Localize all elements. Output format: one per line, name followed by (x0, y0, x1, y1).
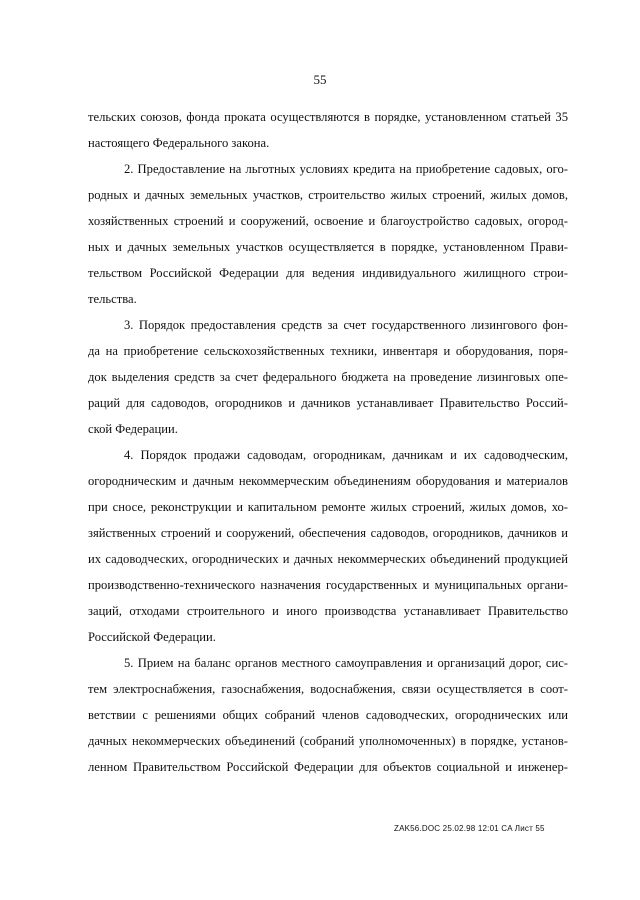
text-line: 3. Порядок предоставления средств за счет государственного лизингового фон- (124, 318, 568, 332)
paragraph-item-2 (88, 156, 568, 312)
text-line: ской Федерации. (88, 422, 178, 436)
text-line: хозяйственных строений и сооружений, освоение и благоустройство садовых, огород- (88, 214, 568, 228)
document-body (88, 104, 568, 780)
text-line: тельства. (88, 292, 137, 306)
text-line: родных и дачных земельных участков, строительство жилых строений, жилых домов, (88, 188, 568, 202)
paragraph-item-4 (88, 442, 568, 650)
text-line: ных и дачных земельных участков осуществляется в порядке, установленном Прави- (88, 240, 568, 254)
text-line: 4. Порядок продажи садоводам, огородникам, дачникам и их садоводческим, (124, 448, 568, 462)
text-line: 5. Прием на баланс органов местного самоуправления и организаций дорог, сис- (124, 656, 568, 670)
text-line: производственно-технического назначения государственных и муниципальных органи- (88, 578, 568, 592)
text-line: при сносе, реконструкции и капитальном ремонте жилых строений, жилых домов, хо- (88, 500, 568, 514)
text-line: огородническим и дачным некоммерческим объединениям оборудования и материалов (88, 474, 568, 488)
text-line: зяйственных строений и сооружений, обеспечения садоводов, огородников, дачников и (88, 526, 568, 540)
text-line: док выделения средств за счет федерального бюджета на проведение лизинговых опе- (88, 370, 568, 384)
document-footer: ZAK56.DOC 25.02.98 12:01 CA Лист 55 (394, 824, 545, 833)
text-line: дачных некоммерческих объединений (собраний уполномоченных) в порядке, установ- (88, 734, 568, 748)
text-line: Российской Федерации. (88, 630, 216, 644)
page-number: 55 (313, 72, 327, 87)
text-line: тельством Российской Федерации для ведения индивидуального жилищного строи- (88, 266, 568, 280)
text-line: тельских союзов, фонда проката осуществляются в порядке, установленном статьей 35 (88, 110, 568, 124)
text-line: тем электроснабжения, газоснабжения, водоснабжения, связи осуществляется в соот- (88, 682, 568, 696)
paragraph-continuation (88, 104, 568, 156)
paragraph-item-3 (88, 312, 568, 442)
text-line: да на приобретение сельскохозяйственных техники, инвентаря и оборудования, поря- (88, 344, 568, 358)
paragraph-item-5 (88, 650, 568, 780)
text-line: 2. Предоставление на льготных условиях кредита на приобретение садовых, ого- (124, 162, 568, 176)
text-line: раций для садоводов, огородников и дачников устанавливает Правительство Россий- (88, 396, 568, 410)
text-line: заций, отходами строительного и иного производства устанавливает Правительство (88, 604, 568, 618)
text-line: ленном Правительством Российской Федерации для объектов социальной и инженер- (88, 760, 568, 774)
text-line: настоящего Федерального закона. (88, 136, 270, 150)
text-line: их садоводческих, огороднических и дачных некоммерческих объединений продукцией (88, 552, 568, 566)
text-line: ветствии с решениями общих собраний членов садоводческих, огороднических или (88, 708, 568, 722)
